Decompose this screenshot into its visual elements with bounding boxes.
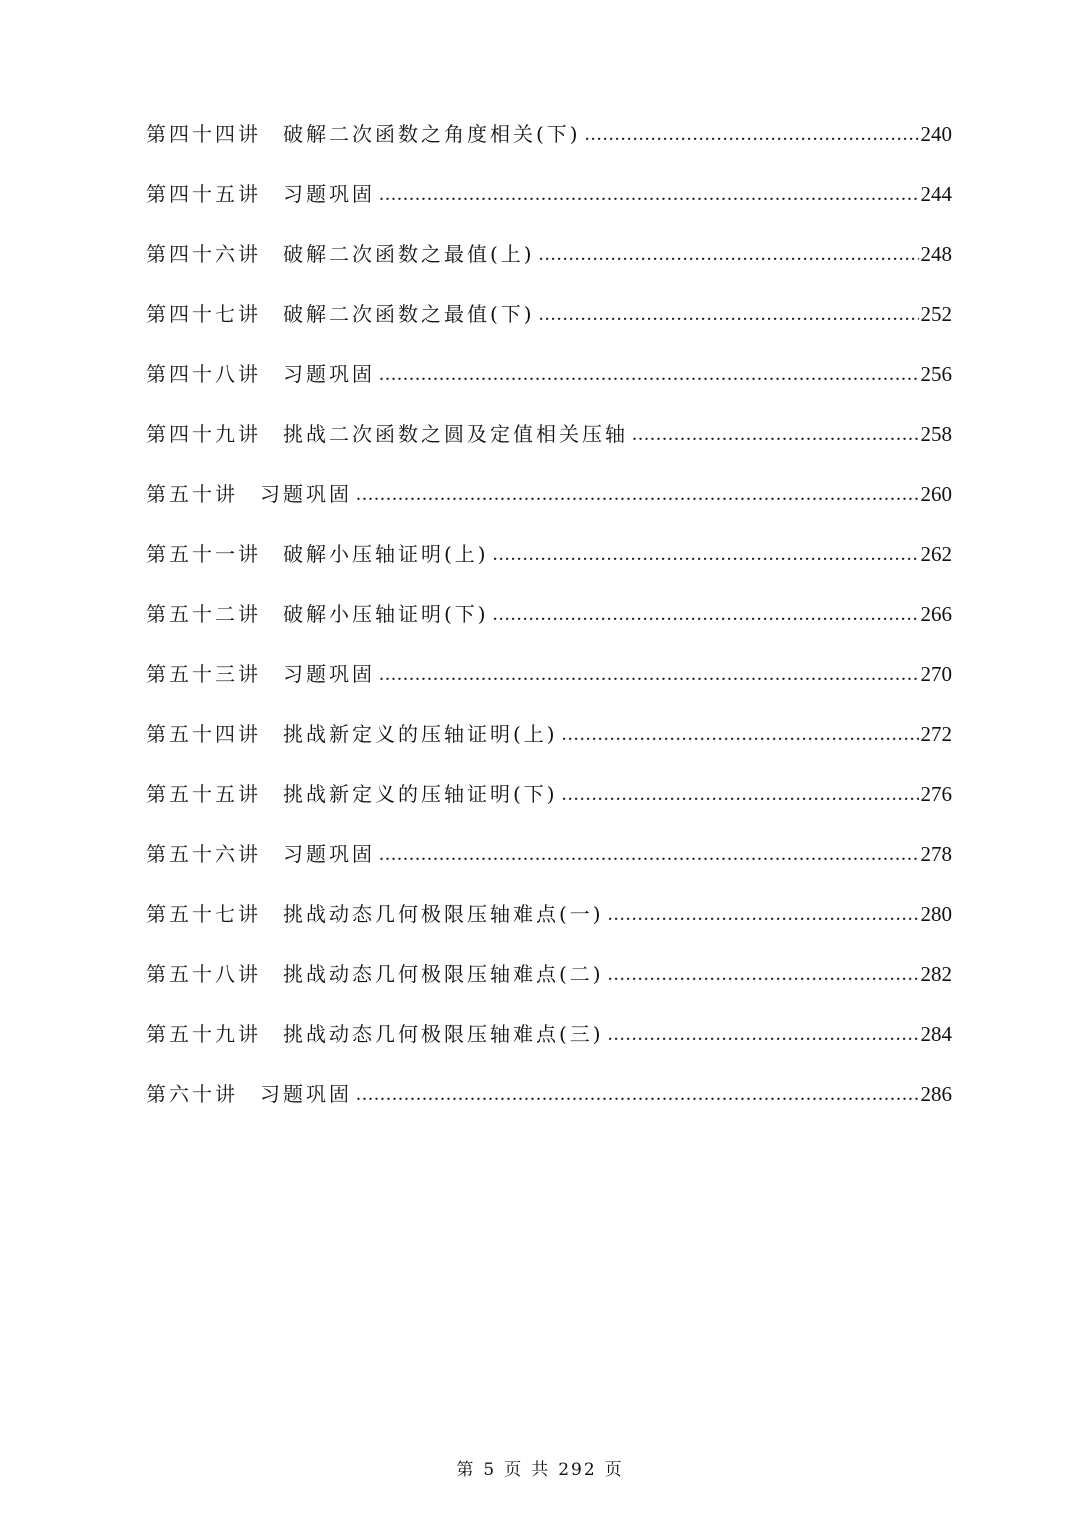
- dot-leader: [379, 357, 919, 391]
- lecture-title: 习题巩固: [283, 362, 375, 386]
- lecture-title: 习题巩固: [260, 1082, 352, 1106]
- dot-leader: [493, 597, 919, 631]
- lecture-number: 第五十五讲: [146, 782, 261, 806]
- dot-leader: [585, 117, 919, 151]
- page-number: 286: [920, 1082, 952, 1106]
- lecture-number: 第四十八讲: [146, 362, 261, 386]
- lecture-number: 第五十一讲: [146, 542, 261, 566]
- toc-entry[interactable]: [146, 777, 952, 837]
- dot-leader: [608, 1017, 919, 1051]
- lecture-number: 第四十七讲: [146, 302, 261, 326]
- lecture-number: 第五十二讲: [146, 602, 261, 626]
- dot-leader: [356, 477, 919, 511]
- footer-current-page: 5: [483, 1460, 497, 1480]
- dot-leader: [632, 417, 919, 451]
- footer-ye: 页: [604, 1460, 624, 1480]
- toc-entry[interactable]: [146, 177, 952, 237]
- footer-ye: 页: [504, 1460, 524, 1480]
- page-number: 276: [920, 782, 952, 806]
- toc-entry[interactable]: [146, 957, 952, 1017]
- page-number: 252: [920, 302, 952, 326]
- dot-leader: [379, 837, 919, 871]
- toc-entry[interactable]: [146, 657, 952, 717]
- lecture-title: 习题巩固: [283, 662, 375, 686]
- lecture-number: 第五十六讲: [146, 842, 261, 866]
- page-number: 258: [920, 422, 952, 446]
- lecture-title: 挑战新定义的压轴证明(下): [283, 782, 558, 806]
- page-number: 282: [920, 962, 952, 986]
- lecture-title: 挑战二次函数之圆及定值相关压轴: [283, 422, 628, 446]
- toc-entry[interactable]: [146, 537, 952, 597]
- page-number: 256: [920, 362, 952, 386]
- toc-entry[interactable]: [146, 597, 952, 657]
- table-of-contents: [146, 117, 952, 1137]
- lecture-title: 破解小压轴证明(上): [283, 542, 489, 566]
- lecture-title: 挑战动态几何极限压轴难点(二): [283, 962, 604, 986]
- lecture-number: 第五十四讲: [146, 722, 261, 746]
- dot-leader: [356, 1077, 919, 1111]
- toc-entry[interactable]: [146, 357, 952, 417]
- lecture-title: 习题巩固: [283, 182, 375, 206]
- toc-entry[interactable]: [146, 117, 952, 177]
- lecture-number: 第五十八讲: [146, 962, 261, 986]
- lecture-title: 挑战动态几何极限压轴难点(三): [283, 1022, 604, 1046]
- toc-entry[interactable]: [146, 477, 952, 537]
- toc-entry[interactable]: [146, 1077, 952, 1137]
- page-number: 266: [920, 602, 952, 626]
- lecture-number: 第五十讲: [146, 482, 238, 506]
- lecture-number: 第五十七讲: [146, 902, 261, 926]
- dot-leader: [562, 777, 919, 811]
- toc-entry[interactable]: [146, 717, 952, 777]
- page-footer: [0, 1458, 1080, 1482]
- lecture-title: 破解二次函数之最值(上): [283, 242, 535, 266]
- dot-leader: [608, 957, 919, 991]
- dot-leader: [539, 237, 919, 271]
- toc-entry[interactable]: [146, 297, 952, 357]
- page-number: 284: [920, 1022, 952, 1046]
- dot-leader: [493, 537, 919, 571]
- page-number: 262: [920, 542, 952, 566]
- dot-leader: [562, 717, 919, 751]
- lecture-title: 挑战新定义的压轴证明(上): [283, 722, 558, 746]
- lecture-title: 破解二次函数之角度相关(下): [283, 122, 581, 146]
- lecture-number: 第五十三讲: [146, 662, 261, 686]
- page-number: 272: [920, 722, 952, 746]
- dot-leader: [539, 297, 919, 331]
- footer-gong: 共: [531, 1460, 551, 1480]
- dot-leader: [379, 177, 919, 211]
- dot-leader: [379, 657, 919, 691]
- toc-entry[interactable]: [146, 897, 952, 957]
- page-number: 270: [920, 662, 952, 686]
- lecture-title: 破解二次函数之最值(下): [283, 302, 535, 326]
- footer-di: 第: [456, 1460, 476, 1480]
- page-number: 280: [920, 902, 952, 926]
- dot-leader: [608, 897, 919, 931]
- toc-entry[interactable]: [146, 417, 952, 477]
- footer-total-pages: 292: [558, 1460, 597, 1480]
- lecture-number: 第四十四讲: [146, 122, 261, 146]
- page-number: 278: [920, 842, 952, 866]
- page-number: 260: [920, 482, 952, 506]
- lecture-number: 第四十五讲: [146, 182, 261, 206]
- lecture-number: 第四十六讲: [146, 242, 261, 266]
- lecture-number: 第五十九讲: [146, 1022, 261, 1046]
- lecture-title: 破解小压轴证明(下): [283, 602, 489, 626]
- page-number: 248: [920, 242, 952, 266]
- lecture-title: 习题巩固: [260, 482, 352, 506]
- lecture-title: 挑战动态几何极限压轴难点(一): [283, 902, 604, 926]
- toc-entry[interactable]: [146, 237, 952, 297]
- toc-entry[interactable]: [146, 1017, 952, 1077]
- lecture-number: 第六十讲: [146, 1082, 238, 1106]
- page-number: 240: [920, 122, 952, 146]
- page-number: 244: [920, 182, 952, 206]
- lecture-number: 第四十九讲: [146, 422, 261, 446]
- toc-entry[interactable]: [146, 837, 952, 897]
- lecture-title: 习题巩固: [283, 842, 375, 866]
